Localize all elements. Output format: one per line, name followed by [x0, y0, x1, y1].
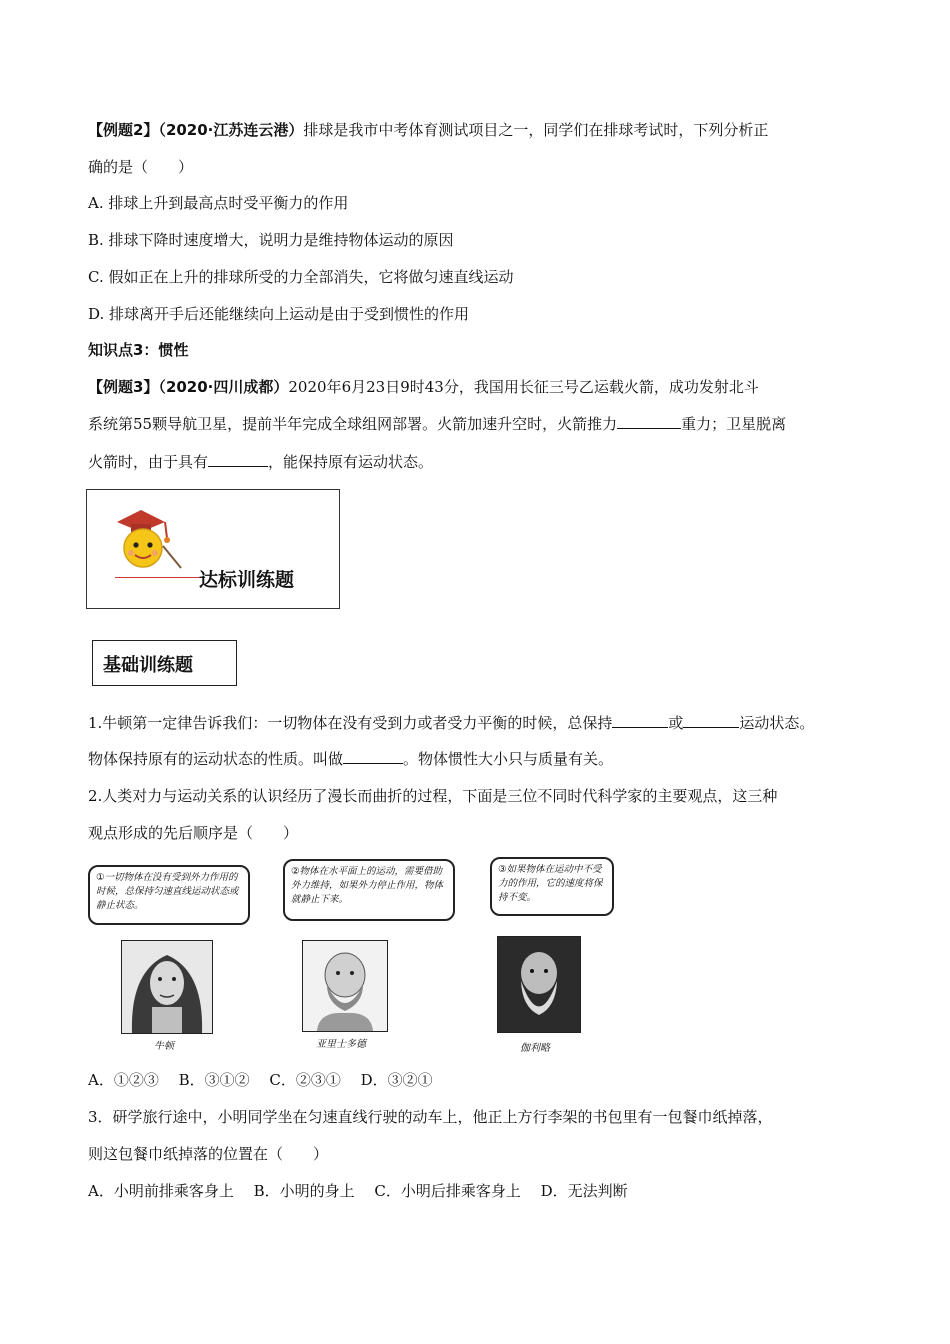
example3-stem2-b: 重力；卫星脱离 [681, 415, 787, 433]
training-banner [86, 489, 340, 609]
example3-stem3-a: 火箭时，由于具有 [88, 453, 209, 471]
newton-portrait [121, 940, 213, 1034]
example2-stem-line1 [88, 120, 768, 140]
galileo-speech-bubble: ③如果物体在运动中不受力的作用，它的速度将保持不变。 [490, 857, 614, 916]
example3-stem-line3 [88, 452, 433, 472]
question3-line1: 3．研学旅行途中，小明同学坐在匀速直线行驶的动车上，他正上方行李架的书包里有一包餐巾纸掉落， [88, 1108, 773, 1126]
aristotle-portrait [302, 940, 388, 1032]
answer-blank[interactable] [617, 414, 681, 429]
galileo-caption: 伽利略 [520, 1043, 550, 1054]
question2-line1: 2.人类对力与运动关系的认识经历了漫长而曲折的过程，下面是三位不同时代科学家的主要观点，这三种 [88, 787, 778, 805]
question3-line2: 则这包餐巾纸掉落的位置在（ ） [88, 1145, 329, 1163]
scholar-mascot-icon [109, 508, 189, 578]
answer-blank[interactable] [208, 452, 268, 467]
q1-line1-b: 或 [668, 714, 684, 732]
example2-option-d: D. 排球离开手后还能继续向上运动是由于受到惯性的作用 [88, 305, 470, 323]
basic-training-title: 基础训练题 [103, 655, 193, 676]
banner-title: 达标训练题 [199, 569, 295, 591]
example3-stem-line1 [88, 377, 759, 397]
question2-line2: 观点形成的先后顺序是（ ） [88, 824, 299, 842]
question3-options: A．小明前排乘客身上 B．小明的身上 C．小明后排乘客身上 D．无法判断 [88, 1182, 628, 1200]
example3-stem3-b: ，能保持原有运动状态。 [268, 453, 434, 471]
question2-options: A．①②③ B．③①② C．②③① D．③②① [88, 1071, 433, 1089]
example2-option-b: B. 排球下降时速度增大，说明力是维持物体运动的原因 [88, 231, 454, 249]
example2-tag: 【例题2】（2020·江苏连云港） [88, 121, 304, 139]
aristotle-caption: 亚里士多德 [316, 1039, 366, 1050]
basic-training-heading-box [92, 640, 237, 686]
aristotle-speech-bubble: ②物体在水平面上的运动，需要借助外力维持，如果外力停止作用，物体就静止下来。 [283, 859, 455, 921]
example3-tag: 【例题3】（2020·四川成都） [88, 378, 289, 396]
example3-stem1: 2020年6月23日9时43分，我国用长征三号乙运载火箭，成功发射北斗 [288, 378, 759, 396]
question1-line2 [88, 749, 613, 769]
example2-stem1: 排球是我市中考体育测试项目之一，同学们在排球考试时，下列分析正 [303, 121, 769, 139]
answer-blank[interactable] [612, 713, 668, 728]
q1-line1-c: 运动状态。 [739, 714, 815, 732]
example2-option-c: C. 假如正在上升的排球所受的力全部消失，它将做匀速直线运动 [88, 268, 514, 286]
example3-stem2-a: 系统第55颗导航卫星，提前半年完成全球组网部署。火箭加速升空时，火箭推力 [88, 415, 618, 433]
q1-line2-a: 物体保持原有的运动状态的性质。叫做 [88, 750, 344, 768]
banner-underline [115, 577, 203, 578]
newton-speech-bubble: ①一切物体在没有受到外力作用的时候，总保持匀速直线运动状态或静止状态。 [88, 865, 250, 925]
galileo-portrait [497, 936, 581, 1033]
question1-line1 [88, 713, 814, 733]
newton-caption: 牛顿 [154, 1041, 174, 1052]
q1-line2-b: 。物体惯性大小只与质量有关。 [403, 750, 614, 768]
knowledge-point-heading: 知识点3：惯性 [88, 341, 189, 359]
answer-blank[interactable] [683, 713, 739, 728]
q1-line1-a: 1.牛顿第一定律告诉我们：一切物体在没有受到力或者受力平衡的时候，总保持 [88, 714, 613, 732]
example2-option-a: A. 排球上升到最高点时受平衡力的作用 [88, 194, 349, 212]
example3-stem-line2 [88, 414, 786, 434]
example2-stem-line2: 确的是（ ） [88, 158, 194, 176]
answer-blank[interactable] [343, 749, 403, 764]
